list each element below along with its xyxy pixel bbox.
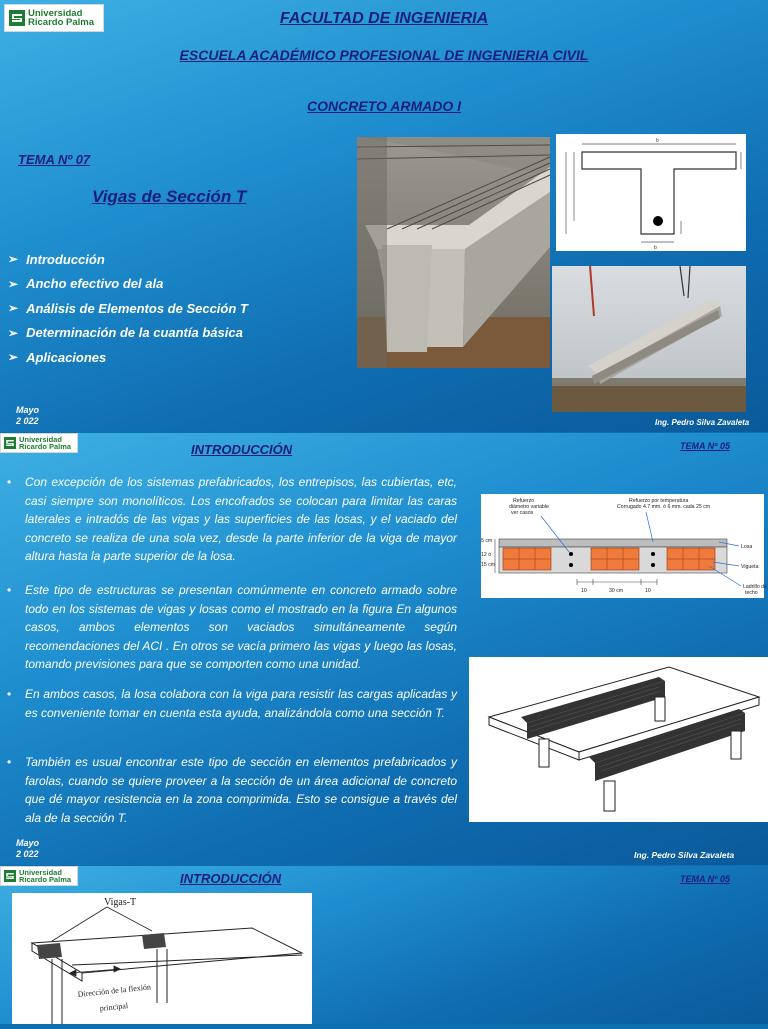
label-direccion: Dirección de la flexión [77,982,152,999]
topic-item [8,321,248,346]
topic-item-label: Análisis de Elementos de Sección T [26,300,248,316]
label-principal: principal [99,1001,129,1013]
paragraph-2 [7,581,457,674]
slide-3 [0,866,768,1024]
topic-item [8,345,248,370]
paragraph-1 [7,473,457,566]
logo-line-2: Ricardo Palma [19,442,72,451]
topic-item-label: Determinación de la cuantía básica [26,325,243,341]
label-ladrillo: Ladrillo de [743,584,767,590]
crane-beam-photo [552,266,746,412]
tema-label: TEMA Nº 05 [680,874,730,884]
date-year: 2 022 [16,416,39,426]
label-ver-casos: ver casos [511,510,534,516]
bullet-dot-icon: • [7,755,12,769]
topic-list [8,247,248,370]
topic-item-label: Ancho efectivo del ala [26,276,164,292]
logo-line-1: Universidad [28,7,83,19]
label-refuerzo-temp: Refuerzo por temperatura [629,498,689,504]
section-title: INTRODUCCIÓN [180,871,282,886]
arrow-icon: ➢ [8,301,19,316]
topic-item [8,247,248,272]
arrow-icon: ➢ [8,276,19,291]
paragraph-3-text: En ambos casos, la losa colabora con la viga para resistir las cargas aplicadas y es conveniente tomar en cuenta esta ayuda, analizándola como una sección T. [25,687,457,720]
slab-beam-isometric-figure [469,657,768,822]
section-title: INTRODUCCIÓN [191,442,293,457]
topic-item [8,296,248,321]
label-vigas-t: Vigas-T [104,897,137,908]
author-name: Ing. Pedro Silva Zavaleta [655,418,750,427]
university-logo [0,866,78,886]
university-logo [0,433,78,453]
paragraph-1-text: Con excepción de los sistemas prefabricados, los entrepisos, las cubiertas, etc, casi siempre son monolíticos. Los encofrados se colocan para limitar las caras laterales e intradós de las vigas y las superficies de las losas, y el vaciado del concreto se realiza de una sola vez, desde la parte inferior de la viga de mayor altura hasta la parte superior de la losa. [25,475,457,563]
label-5cm: 5 cm [481,538,493,544]
arrow-icon: ➢ [8,350,19,365]
label-15cm: 15 cm [481,562,496,568]
topic-item [8,272,248,297]
date-month: Mayo [16,405,40,415]
tema-label: TEMA Nº 07 [18,152,91,167]
school-title: ESCUELA ACADÉMICO PROFESIONAL DE INGENIERIA CIVIL [179,47,589,63]
topic-item-label: Introducción [26,251,105,267]
label-12cm: 12 ó [481,552,492,558]
t-section-diagram [556,134,746,251]
paragraph-2-text: Este tipo de estructuras se presentan comúnmente en concreto armado sobre todo en los sistemas de vigas y losas como el mostrado en la figura En algunos casos, ambos elementos son vaciados simultáneamente según recomendaciones del ACI . En otros se vacía primero las vigas y luego las losas, tomando previsiones para que se comporten como una unidad. [25,583,457,671]
label-corrugado: Corrugado 4.7 mm. ó 6 mm. cada 25 cm [617,504,711,510]
logo-line-2: Ricardo Palma [19,875,72,884]
slide-2 [0,433,768,865]
logo-line-1: Universidad [19,434,62,444]
svg-text:b: b [654,245,657,251]
label-dim-30: 30 cm [609,588,624,594]
precast-beam-photo [357,137,550,368]
university-logo-icon [4,870,16,882]
aligerado-section-figure [481,494,767,598]
label-dim-10a: 10 [581,588,587,594]
label-vigueta: Vigueta [741,564,759,570]
slide-1 [0,0,768,432]
author-name: Ing. Pedro Silva Zavaleta [634,850,735,860]
paragraph-3 [7,685,457,722]
date-year: 2 022 [16,849,39,859]
bullet-dot-icon: • [7,475,12,489]
date-month: Mayo [16,838,40,848]
label-losa: Losa [741,544,753,550]
topic-title: Vigas de Sección T [92,187,247,206]
vigas-t-figure [12,893,312,1024]
topic-item-label: Aplicaciones [26,349,107,365]
paragraph-4-text: También es usual encontrar este tipo de sección en elementos prefabricados y farolas, cuando se quiere proveer a la sección de un área adicional de concreto que dé mayor resistencia en la zona comprimida. Esto se consigue a través del ala de la sección T. [25,755,457,825]
arrow-icon: ➢ [8,252,19,267]
label-diametro: diámetro variable [509,504,549,510]
label-techo: techo [745,590,758,596]
bullet-dot-icon: • [7,687,12,701]
logo-line-2: Ricardo Palma [28,17,94,28]
svg-text:b: b [656,138,659,144]
arrow-icon: ➢ [8,325,19,340]
university-logo-icon [4,437,16,449]
bullet-dot-icon: • [7,583,12,597]
label-dim-10b: 10 [645,588,651,594]
label-refuerzo: Refuerzo [513,498,535,504]
faculty-title: FACULTAD DE INGENIERIA [279,10,489,27]
logo-line-1: Universidad [19,867,62,877]
paragraph-4 [7,753,457,827]
tema-label: TEMA Nº 05 [680,441,730,451]
course-title: CONCRETO ARMADO I [307,98,461,114]
